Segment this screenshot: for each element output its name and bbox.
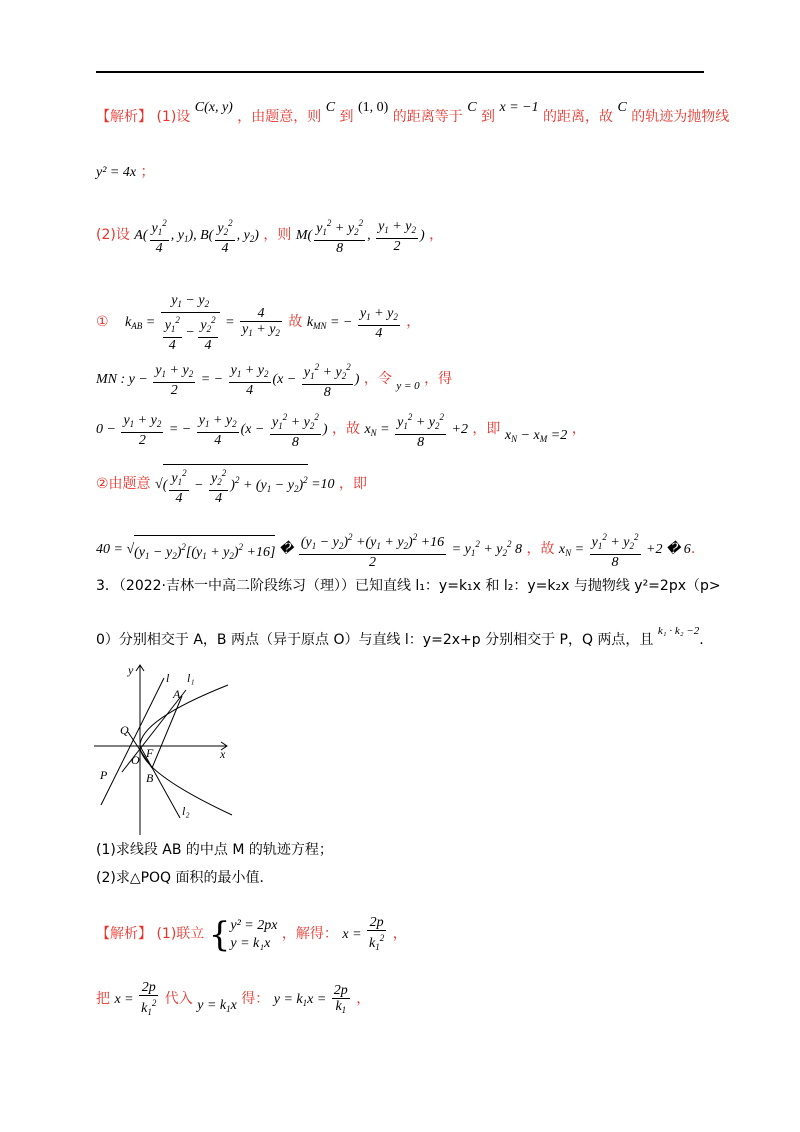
chord-ab bbox=[152, 696, 182, 768]
text-segment: 0）分别相交于 A，B 两点（异于原点 O）与直线 l：y=2x+p 分别相交于 P，Q 两点，且 bbox=[96, 632, 654, 648]
solution-tag: 【解析】 bbox=[96, 926, 152, 943]
system-equations: { y² = 2px y = k₁x bbox=[208, 915, 278, 955]
punctuation: ， bbox=[571, 421, 586, 438]
solution-tag: 【解析】 bbox=[96, 109, 152, 125]
slope-condition: k₁ · k₂ −2 bbox=[657, 625, 700, 637]
text-segment: 到 bbox=[481, 109, 496, 125]
text-segment: ，则 bbox=[263, 227, 292, 244]
equation-zero: 0 − $\frac{y_1 + y_2}{2}$ = − $\frac{y_1 + y_2}{4}$ (x − $\frac{y_1^2 + y_2^2}{8}$ ) bbox=[96, 412, 328, 450]
punctuation: . bbox=[699, 632, 704, 648]
text-segment: 的距离，故 bbox=[543, 109, 614, 125]
label-p: P bbox=[100, 768, 108, 782]
points-ab: A( $\frac{y_1^2}{4}$ , $y_1$), B( $\frac{y_2^2}{4}$ , $y_2$) bbox=[134, 218, 259, 256]
label-x: x bbox=[220, 747, 226, 761]
xn-minus-xm: $x_N - x_M =2$ bbox=[504, 428, 568, 445]
solution1-line8 bbox=[96, 530, 695, 570]
step-marker: ②由题意 bbox=[96, 476, 151, 493]
xn-expression: $x_N$ = $\frac{y_1^2 + y_2^2}{8}$ +2 bbox=[364, 412, 468, 450]
punctuation: . bbox=[690, 541, 696, 558]
parabola-figure bbox=[92, 660, 242, 840]
slope-ab: $k_{AB}$ = $y_1 - y_2$ $\frac{y_1^2}{4}$ − $\frac{y_2^2}{4}$ = $\frac{4}{y_1 + y_2}$ bbox=[125, 293, 280, 353]
midpoint-m: M( $\frac{y_1^2 + y_2^2}{8}$ , $\frac{y_1 + y_2}{2}$ ) bbox=[295, 218, 425, 256]
solution1-line5 bbox=[96, 360, 452, 400]
y-solution: $y = k_1x$ = $\frac{2p}{k_1}$ bbox=[273, 982, 348, 1015]
condition-y0: y = 0 bbox=[396, 380, 420, 393]
text-segment: ，令 bbox=[363, 371, 392, 388]
label-o: O bbox=[131, 753, 140, 767]
point-c: C bbox=[325, 100, 336, 115]
line-l bbox=[101, 678, 164, 805]
text-segment: ，由题意，则 bbox=[237, 109, 322, 125]
solution1-line6 bbox=[96, 410, 586, 450]
point-c: C bbox=[617, 100, 627, 115]
parabola-curve bbox=[140, 685, 232, 815]
label-f: F bbox=[146, 746, 154, 760]
solution1-line2 bbox=[96, 162, 155, 183]
line-equation-y: $y = k_1x$ bbox=[197, 998, 237, 1015]
text-segment: 到 bbox=[339, 109, 354, 125]
punctuation: ， bbox=[356, 991, 371, 1008]
text-segment: 代入 bbox=[164, 991, 193, 1008]
text-segment: 得： bbox=[241, 991, 270, 1008]
text-segment: ，故 bbox=[331, 421, 360, 438]
xn-final: $x_N$ = $\frac{y_1^2 + y_2^2}{8}$ +2 � 6 bbox=[558, 532, 691, 570]
label-q: Q bbox=[120, 723, 129, 737]
solution1-line1 bbox=[96, 100, 730, 128]
punctuation: ， bbox=[429, 227, 444, 244]
punctuation: ； bbox=[140, 164, 155, 180]
punctuation: ， bbox=[392, 926, 407, 943]
question3-line2 bbox=[96, 625, 704, 651]
part2-label: (2)设 bbox=[96, 227, 130, 244]
solution1-line7 bbox=[96, 464, 367, 506]
x-substitute: x = $\frac{2p}{k_1^2}$ bbox=[114, 980, 157, 1017]
point-c-expr: C(x, y) bbox=[194, 100, 233, 115]
label-l: l bbox=[166, 671, 170, 685]
label-l1: l₁ bbox=[187, 671, 195, 685]
text-segment: 的距离等于 bbox=[392, 109, 463, 125]
solution1-line4 bbox=[96, 293, 420, 353]
question3-part1: (1)求线段 AB 的中点 M 的轨迹方程； bbox=[96, 842, 333, 858]
label-y: y bbox=[128, 663, 134, 677]
solution2-line1 bbox=[96, 915, 407, 955]
step-marker: ① bbox=[96, 314, 109, 331]
directrix: x = −1 bbox=[499, 100, 539, 115]
focus-point: (1, 0) bbox=[358, 100, 389, 115]
text-segment: ，即 bbox=[472, 421, 501, 438]
text-segment: 把 bbox=[96, 991, 110, 1008]
text-segment: ，即 bbox=[339, 476, 368, 493]
system-eq2: y = k₁x bbox=[230, 936, 271, 951]
label-l2: l₂ bbox=[182, 804, 190, 818]
text-segment: 的轨迹为抛物线 bbox=[631, 109, 730, 125]
x-solution: x = $\frac{2p}{k_1^2}$ bbox=[342, 915, 385, 952]
inequality-40: $40 = √(y_1 - y_2)^2[(y_1 + y_2)^2 +16]$ � $\frac{(y_1 - y_2)^2 +(y_1 + y_2)^2 +16}{2}$ = $y_1^2 + y_2^2$ 8 bbox=[96, 532, 523, 570]
line-mn-equation: MN : y − $\frac{y_1 + y_2}{2}$ = − $\frac{y_1 + y_2}{4}$ (x − $\frac{y_1^2 + y_2^2}{8}$ ) bbox=[96, 362, 360, 400]
system-eq1: y² = 2px bbox=[230, 918, 278, 933]
point-c: C bbox=[467, 100, 477, 115]
part1-label: (1)联立 bbox=[156, 926, 205, 943]
label-a: A bbox=[173, 687, 181, 701]
text-segment: 故 bbox=[288, 314, 303, 331]
text-segment: ，故 bbox=[526, 541, 555, 558]
text-segment: ，解得： bbox=[281, 926, 338, 943]
question3-part2: (2)求△POQ 面积的最小值． bbox=[96, 870, 274, 886]
part1-label: (1)设 bbox=[156, 109, 191, 125]
question3-line1: 3．（2022·吉林一中高二阶段练习（理））已知直线 l₁：y=k₁x 和 l₂：y=k₂x 与抛物线 y²=2px（p> bbox=[96, 578, 721, 594]
punctuation: ， bbox=[406, 314, 421, 331]
label-b: B bbox=[146, 771, 154, 785]
parabola-equation: y² = 4x bbox=[96, 165, 137, 180]
solution1-line3 bbox=[96, 216, 443, 256]
distance-equation: √( $\frac{y_1^2}{4}$ − $\frac{y_2^2}{4}$ )$^2 + (y_1 - y_2)^2 =10$ bbox=[155, 477, 335, 492]
slope-mn: $k_{MN}$ = − $\frac{y_1 + y_2}{4}$ bbox=[306, 305, 398, 341]
solution2-line2 bbox=[96, 980, 370, 1020]
header-rule bbox=[96, 71, 704, 73]
text-segment: ，得 bbox=[424, 371, 453, 388]
